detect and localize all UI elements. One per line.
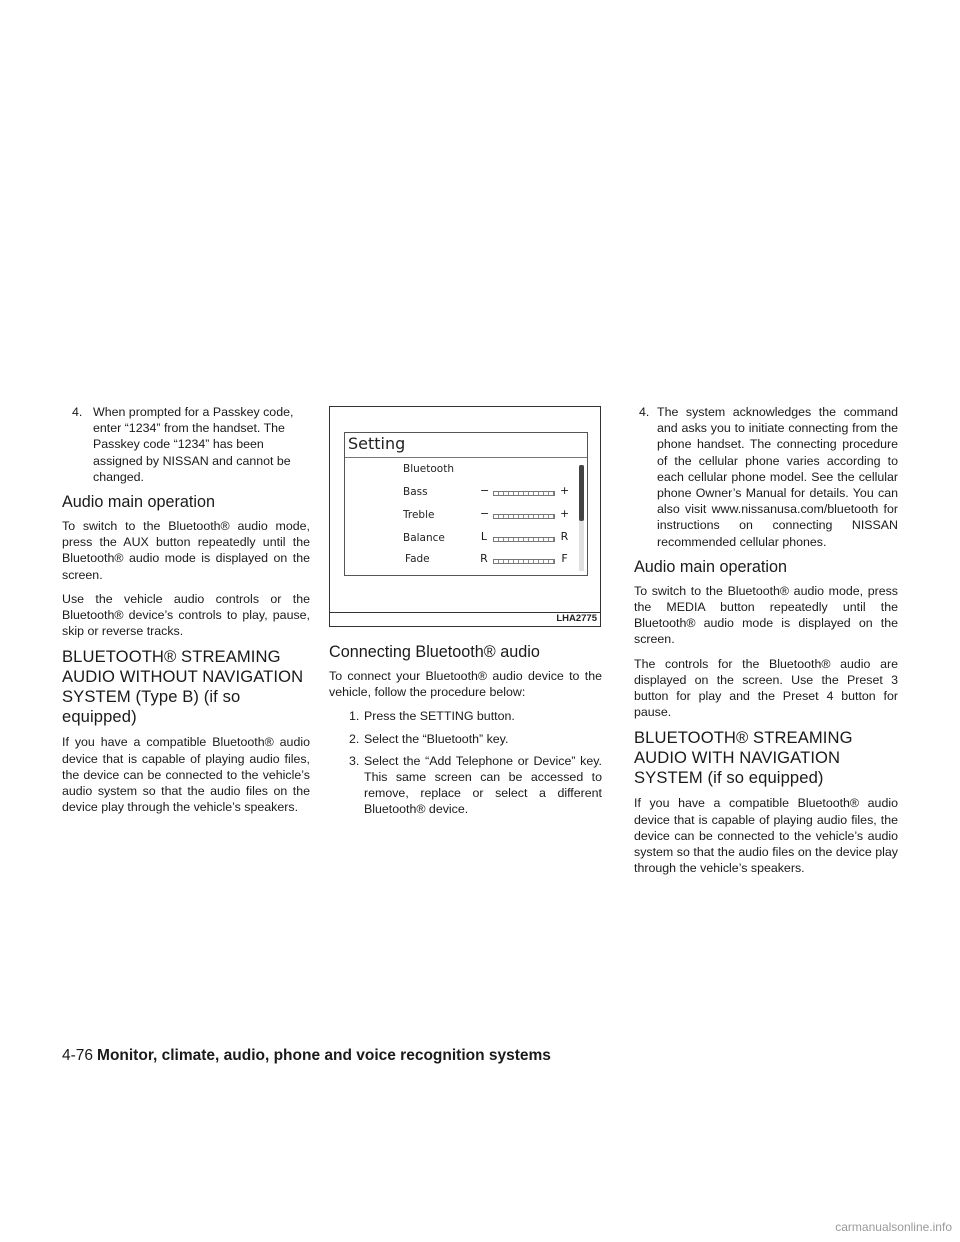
menu-item-bluetooth: Bluetooth (403, 463, 454, 475)
section-heading-streaming: BLUETOOTH® STREAMING AUDIO WITH NAVIGATION SYSTEM (if so equipped) (634, 728, 853, 788)
step-text: Press the SETTING button. (364, 709, 515, 724)
treble-plus-icon: + (560, 507, 570, 520)
balance-slider (493, 537, 555, 542)
step-text: The system acknowledges the command and asks you to initiate connecting from the phone handset. The connecting procedure of the cellular phone varies according to each cellular phone model. See the cellular phone Owner’s Manual for details. You can also visit www.nissanusa.com/bluetooth for instructions on connecting NISSAN recommended cellular phones. (657, 405, 898, 549)
fade-front-label: F (561, 552, 568, 565)
step-text: Select the “Add Telephone or Device” key. This same screen can be accessed to remove, replace or select a different Bluetooth® device. (364, 753, 602, 817)
menu-item-treble: Treble (403, 509, 435, 521)
list-item (329, 708, 602, 724)
page-footer (62, 1047, 551, 1065)
bass-minus-icon: − (480, 484, 490, 497)
section-heading-audio-main: Audio main operation (634, 557, 787, 576)
list-item (329, 731, 602, 747)
menu-item-fade: Fade (405, 553, 430, 565)
treble-slider (493, 514, 555, 519)
screen-title: Setting (348, 434, 406, 453)
watermark: carmanualsonline.info (835, 1220, 952, 1234)
section-heading-streaming: BLUETOOTH® STREAMING AUDIO WITHOUT NAVIGATION SYSTEM (Type B) (if so equipped) (62, 647, 304, 727)
list-item (634, 404, 898, 550)
paragraph-switch-mode: To switch to the Bluetooth® audio mode, press the AUX button repeatedly until the Bluetooth® audio mode is displayed on the screen. (62, 519, 310, 582)
step-list (62, 404, 310, 485)
paragraph-switch-mode: To switch to the Bluetooth® audio mode, press the MEDIA button repeatedly until the Bluetooth® audio mode is displayed on the screen. (634, 583, 898, 647)
menu-item-bass: Bass (403, 486, 428, 498)
text-column-right (634, 404, 898, 884)
paragraph-intro: To connect your Bluetooth® audio device to the vehicle, follow the procedure below: (329, 669, 602, 700)
step-number: 4. (639, 405, 650, 419)
scrollbar-thumb (579, 465, 584, 521)
fade-slider (493, 559, 555, 564)
text-column-middle (329, 404, 602, 826)
fade-rear-label: R (480, 552, 488, 565)
step-list (634, 404, 898, 550)
step-number: 1. (349, 709, 360, 724)
divider (345, 457, 587, 458)
figure-code: LHA2775 (556, 613, 597, 624)
step-number: 4. (72, 405, 83, 419)
chapter-title: Monitor, climate, audio, phone and voice recognition systems (97, 1047, 551, 1064)
menu-item-balance: Balance (403, 532, 445, 544)
balance-left-label: L (480, 530, 488, 543)
paragraph-controls: The controls for the Bluetooth® audio are displayed on the screen. Use the Preset 3 button for play and the Preset 4 button for pause. (634, 656, 898, 720)
step-list (329, 708, 602, 817)
paragraph-controls: Use the vehicle audio controls or the Bluetooth® device’s controls to play, pause, skip or reverse tracks. (62, 591, 310, 639)
step-number: 3. (349, 753, 360, 768)
list-item (62, 404, 310, 485)
paragraph-compatible: If you have a compatible Bluetooth® audio device that is capable of playing audio files, the device can be connected to the vehicle’s audio system so that the audio files on the device play through the vehicle’s speakers. (634, 796, 898, 876)
setting-screen-figure (329, 406, 601, 627)
bass-slider (493, 491, 555, 496)
step-text: Select the “Bluetooth” key. (364, 731, 509, 746)
step-text: When prompted for a Passkey code, enter “1234” from the handset. The Passkey code “1234” has been assigned by NISSAN and cannot be changed. (93, 405, 294, 484)
paragraph-compatible: If you have a compatible Bluetooth® audio device that is capable of playing audio files, the device can be connected to the vehicle’s audio system so that the audio files on the device play through the vehicle’s speakers. (62, 735, 310, 815)
treble-minus-icon: − (480, 507, 490, 520)
section-heading-connecting: Connecting Bluetooth® audio (329, 643, 540, 661)
section-heading-audio-main: Audio main operation (62, 493, 215, 512)
list-item (329, 753, 602, 818)
text-column-left (62, 404, 310, 823)
setting-screen (344, 432, 588, 576)
step-number: 2. (349, 731, 360, 746)
balance-right-label: R (560, 530, 569, 543)
page-number: 4-76 (62, 1047, 94, 1064)
bass-plus-icon: + (560, 484, 570, 497)
